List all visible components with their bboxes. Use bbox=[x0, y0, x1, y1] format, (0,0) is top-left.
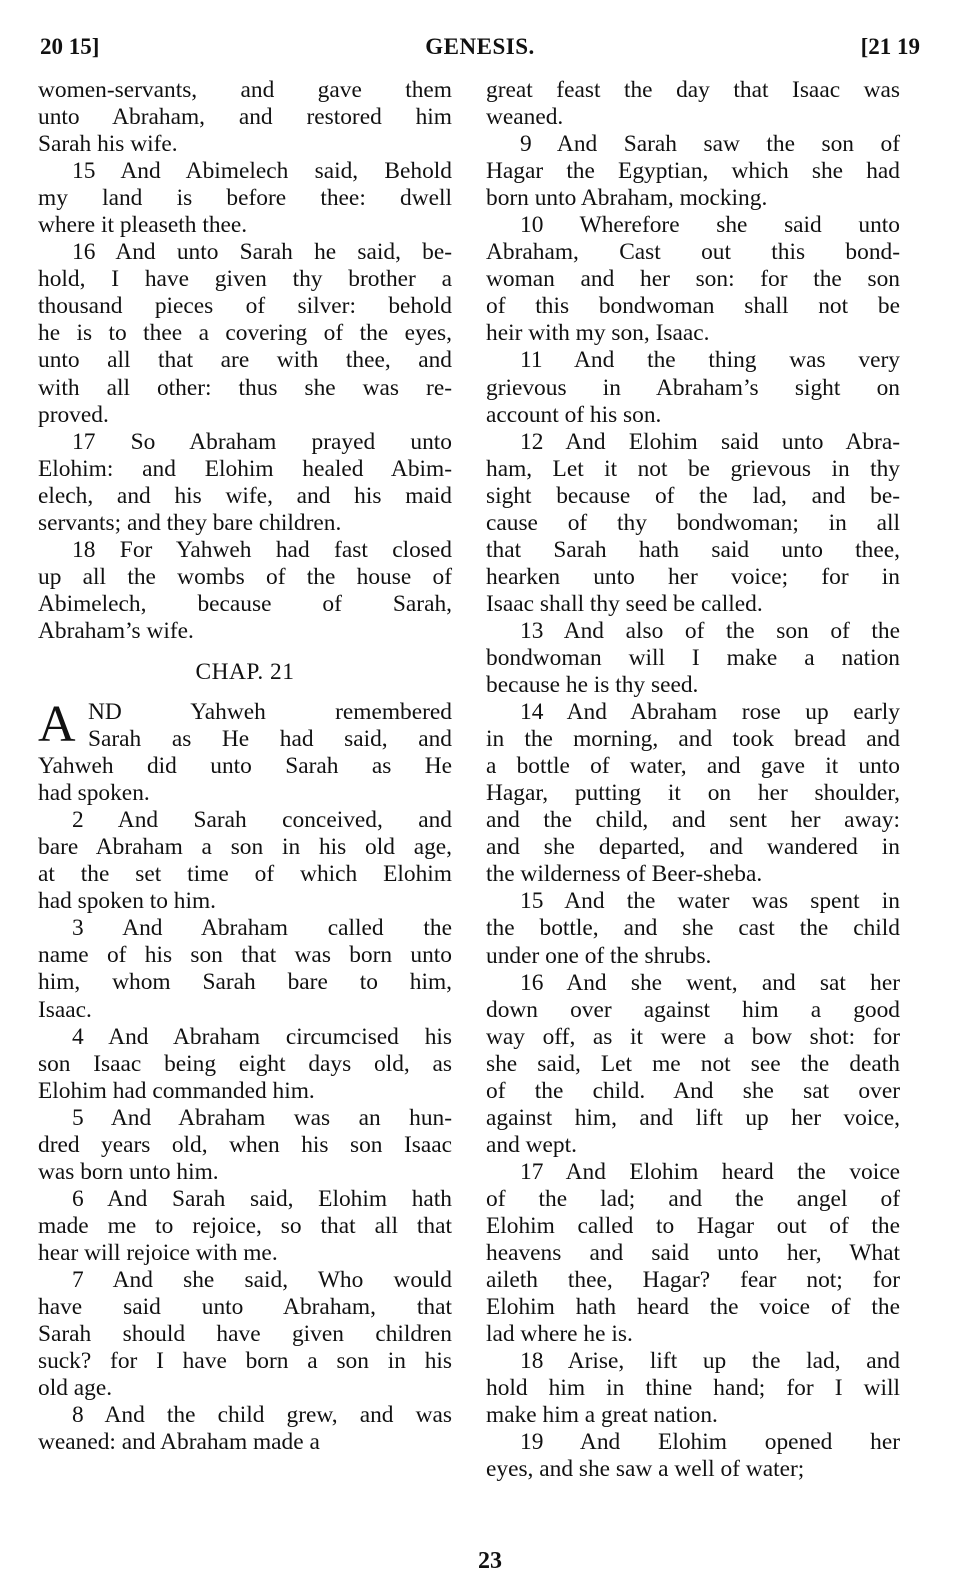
text-line: in the morning, and took bread and bbox=[486, 726, 900, 753]
text-line: the wilderness of Beer-sheba. bbox=[486, 861, 763, 888]
text-line: and wept. bbox=[486, 1131, 577, 1158]
text-line: where it pleaseth thee. bbox=[38, 212, 248, 239]
text-line: Sarah his wife. bbox=[38, 131, 178, 158]
text-line: hold him in thine hand; for I will bbox=[486, 1375, 900, 1402]
text-line: hearken unto her voice; for in bbox=[486, 563, 900, 590]
text-line: 3 And Abraham called the bbox=[72, 915, 452, 942]
text-line: the bottle, and she cast the child bbox=[486, 915, 900, 942]
text-line: sight because of the lad, and be- bbox=[486, 482, 900, 509]
text-line: down over against him a good bbox=[486, 996, 900, 1023]
text-line: have said unto Abraham, that bbox=[38, 1294, 452, 1321]
text-line: heavens and said unto her, What bbox=[486, 1240, 900, 1267]
text-line: him, whom Sarah bare to him, bbox=[38, 969, 452, 996]
text-line: he is to thee a covering of the eyes, bbox=[38, 320, 452, 347]
text-line: Abraham’s wife. bbox=[38, 617, 194, 644]
text-line: 19 And Elohim opened her bbox=[520, 1429, 900, 1456]
text-line: unto Abraham, and restored him bbox=[38, 104, 452, 131]
text-line: weaned: and Abraham made a bbox=[38, 1429, 320, 1456]
text-line: 7 And she said, Who would bbox=[72, 1266, 452, 1293]
text-line: 15 And Abimelech said, Behold bbox=[72, 158, 452, 185]
text-line: dred years old, when his son Isaac bbox=[38, 1131, 452, 1158]
text-line: and the child, and sent her away: bbox=[486, 807, 900, 834]
text-line: bondwoman will I make a nation bbox=[486, 644, 900, 671]
text-line: ND Yahweh remembered bbox=[88, 698, 452, 725]
text-line: suck? for I have born a son in his bbox=[38, 1348, 452, 1375]
text-line: 17 And Elohim heard the voice bbox=[520, 1158, 900, 1185]
text-line: up all the wombs of the house of bbox=[38, 563, 452, 590]
right-text-column bbox=[486, 77, 900, 1483]
text-line: 6 And Sarah said, Elohim hath bbox=[72, 1185, 452, 1212]
text-line: my land is before thee: dwell bbox=[38, 185, 452, 212]
text-line: 16 And unto Sarah he said, be- bbox=[72, 239, 452, 266]
text-line: proved. bbox=[38, 401, 109, 428]
text-line: 4 And Abraham circumcised his bbox=[72, 1023, 452, 1050]
text-line: made me to rejoice, so that all that bbox=[38, 1212, 452, 1239]
text-line: 10 Wherefore she said unto bbox=[520, 212, 900, 239]
text-line: grievous in Abraham’s sight on bbox=[486, 374, 900, 401]
header-book-title: GENESIS. bbox=[425, 34, 535, 59]
text-line: Sarah as He had said, and bbox=[88, 726, 452, 753]
text-line: cause of thy bondwoman; in all bbox=[486, 509, 900, 536]
text-line: 14 And Abraham rose up early bbox=[520, 699, 900, 726]
text-line: hear will rejoice with me. bbox=[38, 1239, 278, 1266]
text-line: 11 And the thing was very bbox=[520, 347, 900, 374]
text-line: that Sarah hath said unto thee, bbox=[486, 536, 900, 563]
text-line: 8 And the child grew, and was bbox=[72, 1402, 452, 1429]
text-line: had spoken. bbox=[38, 780, 150, 807]
text-line: Isaac. bbox=[38, 996, 92, 1023]
text-line: way off, as it were a bow shot: for bbox=[486, 1023, 900, 1050]
text-line: woman and her son: for the son bbox=[486, 266, 900, 293]
text-line: Elohim had commanded him. bbox=[38, 1077, 315, 1104]
text-line: of the child. And she sat over bbox=[486, 1077, 900, 1104]
text-line: 12 And Elohim said unto Abra- bbox=[520, 428, 900, 455]
text-line: bare Abraham a son in his old age, bbox=[38, 834, 452, 861]
running-head bbox=[40, 28, 920, 68]
text-line: 17 So Abraham prayed unto bbox=[72, 428, 452, 455]
text-line: born unto Abraham, mocking. bbox=[486, 185, 768, 212]
text-line: Elohim hath heard the voice of the bbox=[486, 1294, 900, 1321]
text-line: of this bondwoman shall not be bbox=[486, 293, 900, 320]
text-line: make him a great nation. bbox=[486, 1402, 718, 1429]
text-line: a bottle of water, and gave it unto bbox=[486, 753, 900, 780]
text-line: with all other: thus she was re- bbox=[38, 374, 452, 401]
header-chapter-verse-left: 20 15] bbox=[40, 34, 100, 59]
text-line: had spoken to him. bbox=[38, 888, 217, 915]
text-line: servants; and they bare children. bbox=[38, 509, 342, 536]
text-line: Hagar, putting it on her shoulder, bbox=[486, 780, 900, 807]
text-line: Hagar the Egyptian, which she had bbox=[486, 158, 900, 185]
text-line: 18 For Yahweh had fast closed bbox=[72, 536, 452, 563]
text-line: lad where he is. bbox=[486, 1321, 633, 1348]
text-line: aileth thee, Hagar? fear not; for bbox=[486, 1267, 900, 1294]
text-line: Elohim: and Elohim healed Abim- bbox=[38, 455, 452, 482]
text-line: 15 And the water was spent in bbox=[520, 888, 900, 915]
text-line: under one of the shrubs. bbox=[486, 942, 712, 969]
text-line: eyes, and she saw a well of water; bbox=[486, 1456, 805, 1483]
text-line: 13 And also of the son of the bbox=[520, 617, 900, 644]
text-line: ham, Let it not be grievous in thy bbox=[486, 455, 900, 482]
text-line: women-servants, and gave them bbox=[38, 77, 452, 103]
text-line: great feast the day that Isaac was bbox=[486, 77, 900, 103]
text-line: 9 And Sarah saw the son of bbox=[520, 131, 900, 158]
drop-cap-letter: A bbox=[38, 695, 76, 753]
text-line: old age. bbox=[38, 1375, 113, 1402]
text-line: name of his son that was born unto bbox=[38, 942, 452, 969]
text-line: Sarah should have given children bbox=[38, 1321, 452, 1348]
text-line: at the set time of which Elohim bbox=[38, 861, 452, 888]
text-line: 5 And Abraham was an hun- bbox=[72, 1104, 452, 1131]
text-line: against him, and lift up her voice, bbox=[486, 1104, 900, 1131]
chapter-heading: CHAP. 21 bbox=[195, 658, 295, 685]
left-text-column bbox=[38, 77, 452, 1456]
header-chapter-verse-right: [21 19 bbox=[860, 34, 920, 59]
chapter-opening bbox=[38, 695, 452, 753]
text-line: was born unto him. bbox=[38, 1158, 219, 1185]
text-line: 18 Arise, lift up the lad, and bbox=[520, 1348, 900, 1375]
text-line: Abraham, Cast out this bond- bbox=[486, 239, 900, 266]
text-line: unto all that are with thee, and bbox=[38, 347, 452, 374]
text-line: and she departed, and wandered in bbox=[486, 834, 900, 861]
text-line: because he is thy seed. bbox=[486, 672, 699, 699]
text-line: she said, Let me not see the death bbox=[486, 1050, 900, 1077]
text-line: Isaac shall thy seed be called. bbox=[486, 590, 763, 617]
text-line: hold, I have given thy brother a bbox=[38, 266, 452, 293]
text-line: elech, and his wife, and his maid bbox=[38, 482, 452, 509]
text-line: 16 And she went, and sat her bbox=[520, 969, 900, 996]
text-line: heir with my son, Isaac. bbox=[486, 320, 710, 347]
text-line: son Isaac being eight days old, as bbox=[38, 1050, 452, 1077]
text-line: of the lad; and the angel of bbox=[486, 1185, 900, 1212]
text-line: Yahweh did unto Sarah as He bbox=[38, 753, 452, 780]
text-line: Abimelech, because of Sarah, bbox=[38, 590, 452, 617]
text-line: account of his son. bbox=[486, 401, 662, 428]
text-line: thousand pieces of silver: behold bbox=[38, 293, 452, 320]
text-line: Elohim called to Hagar out of the bbox=[486, 1212, 900, 1239]
text-line: weaned. bbox=[486, 104, 564, 131]
text-line: 2 And Sarah conceived, and bbox=[72, 807, 452, 834]
page-number: 23 bbox=[478, 1548, 502, 1574]
